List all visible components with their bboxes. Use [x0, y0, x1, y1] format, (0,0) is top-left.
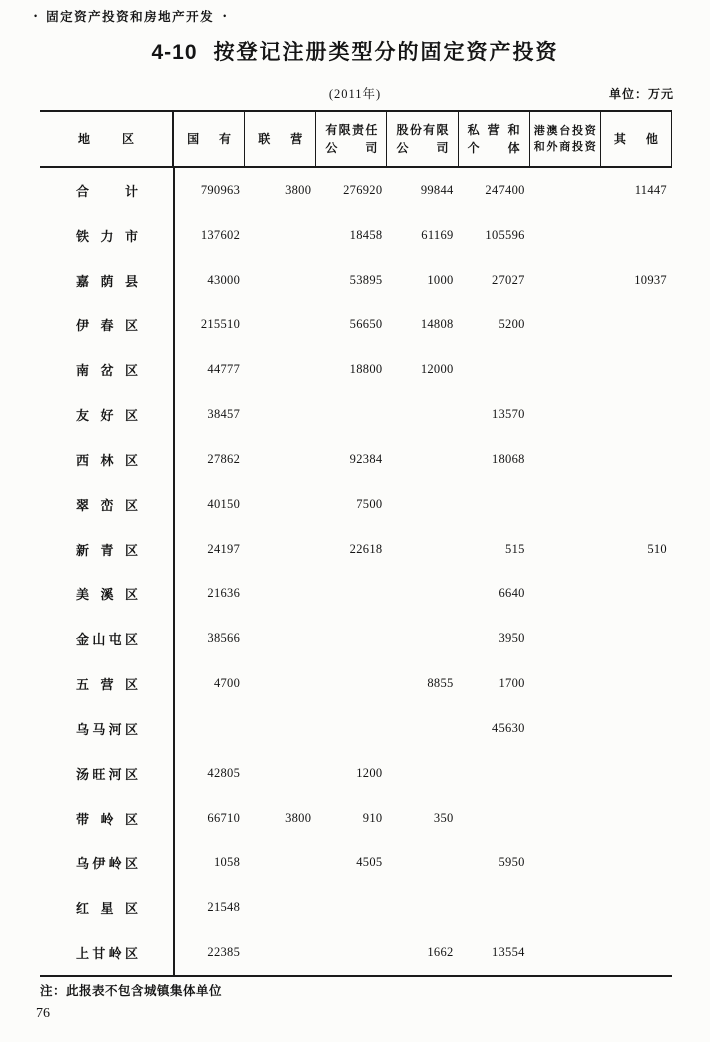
table-row: [40, 258, 672, 303]
column-header-label: 私营和 个体: [467, 123, 520, 155]
page-number: 76: [36, 1006, 50, 1021]
value-cell: 8855: [427, 676, 454, 691]
running-header: [34, 7, 226, 25]
value-cell: 3800: [285, 810, 312, 825]
column-header-label: 联营: [258, 132, 303, 146]
value-cell: 6640: [498, 586, 525, 601]
running-header-text: 固定资产投资和房地产开发: [46, 10, 215, 24]
table-row: [40, 437, 672, 482]
page-title: [0, 36, 710, 66]
value-cell: 92384: [349, 451, 383, 466]
region-cell: [40, 719, 174, 738]
value-cell: 42805: [207, 765, 241, 780]
value-cell: 61169: [421, 227, 454, 242]
region-label: 翠峦区: [76, 497, 138, 513]
region-cell: [40, 271, 174, 290]
column-header: [459, 112, 530, 166]
region-cell: [40, 898, 174, 917]
value-cell: 1700: [498, 676, 525, 691]
region-label: 西林区: [76, 452, 138, 468]
value-cell: 21548: [207, 900, 241, 915]
table-row: [40, 482, 672, 527]
value-cell: 7500: [356, 496, 383, 511]
value-cell: 105596: [485, 227, 525, 242]
table-row: [40, 168, 672, 213]
value-cell: 56650: [349, 317, 383, 332]
value-cell: 27862: [207, 451, 241, 466]
table-header-row: [40, 110, 672, 168]
value-cell: 12000: [420, 362, 454, 377]
value-cell: 40150: [207, 496, 241, 511]
column-header: [316, 112, 387, 166]
value-cell: 4700: [213, 676, 241, 691]
table-note: 注：此报表不包含城镇集体单位: [40, 984, 223, 998]
value-cell: 215510: [200, 317, 241, 332]
region-cell: [40, 360, 174, 379]
table-row: [40, 751, 672, 796]
value-cell: 11447: [634, 182, 667, 197]
value-cell: 14808: [420, 317, 454, 332]
region-cell: [40, 809, 174, 828]
column-header: [245, 112, 316, 166]
data-table: [40, 110, 672, 977]
value-cell: 5200: [498, 317, 525, 332]
column-header: [387, 112, 458, 166]
column-header-label: 港澳台投资 和外商投资: [533, 124, 596, 153]
value-cell: 24197: [207, 541, 241, 556]
table-title-text: 按登记注册类型分的固定资产投资: [213, 41, 559, 64]
value-cell: 18068: [491, 451, 525, 466]
value-cell: 45630: [491, 720, 525, 735]
region-label: 友好区: [76, 408, 138, 424]
bullet-left: •: [34, 10, 38, 21]
table-row: [40, 392, 672, 437]
table-row: [40, 571, 672, 616]
column-header: [174, 112, 245, 166]
table-row: [40, 661, 672, 706]
value-cell: 790963: [200, 182, 241, 197]
value-cell: 1662: [427, 944, 454, 959]
region-cell: [40, 405, 174, 424]
region-label: 乌马河区: [76, 721, 138, 737]
region-cell: [40, 629, 174, 648]
column-header: [601, 112, 672, 166]
value-cell: 18800: [349, 362, 383, 377]
value-cell: 1000: [427, 272, 454, 287]
column-header-label: 国有: [187, 132, 232, 146]
column-header-region: [40, 112, 174, 166]
value-cell: 13554: [491, 944, 525, 959]
table-row: [40, 840, 672, 885]
region-label: 新青区: [76, 542, 138, 558]
table-number: 4-10: [151, 41, 198, 64]
table-row: [40, 930, 672, 975]
value-cell: 350: [433, 810, 454, 825]
value-cell: 43000: [207, 272, 241, 287]
table-row: [40, 885, 672, 930]
value-cell: 510: [647, 541, 667, 556]
value-cell: 66710: [207, 810, 241, 825]
region-cell: [40, 764, 174, 783]
region-cell: [40, 450, 174, 469]
column-header-label: 有限责任 公司: [325, 123, 378, 155]
value-cell: 515: [505, 541, 525, 556]
region-label: 乌伊岭区: [76, 856, 138, 872]
region-label: 嘉荫县: [76, 273, 138, 289]
region-column-divider: [173, 168, 175, 975]
region-label: 带岭区: [76, 811, 138, 827]
region-label: 金山屯区: [76, 632, 138, 648]
region-label: 南岔区: [76, 363, 138, 379]
value-cell: 27027: [491, 272, 525, 287]
value-cell: 247400: [485, 182, 525, 197]
region-header-label: 地区: [78, 132, 134, 146]
table-row: [40, 616, 672, 661]
region-cell: [40, 226, 174, 245]
value-cell: 21636: [207, 586, 241, 601]
region-label: 汤旺河区: [76, 766, 138, 782]
year-subtitle: (2011年): [328, 87, 382, 101]
value-cell: 22385: [207, 944, 241, 959]
region-cell: [40, 315, 174, 334]
value-cell: 18458: [349, 227, 383, 242]
region-cell: [40, 853, 174, 872]
value-cell: 910: [362, 810, 383, 825]
value-cell: 5950: [498, 855, 525, 870]
value-cell: 4505: [356, 855, 383, 870]
value-cell: 1200: [356, 765, 383, 780]
column-header: [530, 112, 601, 166]
region-label: 伊春区: [76, 318, 138, 334]
value-cell: 137602: [200, 227, 241, 242]
value-cell: 1058: [213, 855, 241, 870]
region-cell: [40, 674, 174, 693]
region-label: 上甘岭区: [76, 945, 138, 961]
region-label: 合计: [76, 183, 138, 199]
region-label: 五营区: [76, 677, 138, 693]
region-label: 红星区: [76, 901, 138, 917]
table-row: [40, 302, 672, 347]
region-cell: [40, 181, 174, 200]
value-cell: 13570: [491, 407, 525, 422]
region-label: 美溪区: [76, 587, 138, 603]
region-cell: [40, 540, 174, 559]
table-row: [40, 796, 672, 841]
value-cell: 3950: [498, 631, 525, 646]
value-cell: 44777: [207, 362, 241, 377]
column-header-label: 股份有限 公司: [396, 123, 449, 155]
column-header-label: 其他: [613, 132, 658, 146]
value-cell: 22618: [349, 541, 383, 556]
value-cell: 276920: [343, 182, 383, 197]
value-cell: 53895: [349, 272, 383, 287]
value-cell: 3800: [285, 182, 312, 197]
region-label: 铁力市: [76, 228, 138, 244]
table-row: [40, 527, 672, 572]
region-cell: [40, 943, 174, 962]
unit-label: 单位：万元: [608, 87, 674, 101]
bullet-right: •: [223, 10, 227, 21]
table-row: [40, 213, 672, 258]
region-cell: [40, 495, 174, 514]
table-body: [40, 168, 672, 977]
value-cell: 38566: [207, 631, 241, 646]
value-cell: 10937: [634, 272, 667, 287]
table-row: [40, 706, 672, 751]
region-cell: [40, 584, 174, 603]
value-cell: 38457: [207, 407, 241, 422]
table-row: [40, 347, 672, 392]
value-cell: 99844: [420, 182, 454, 197]
